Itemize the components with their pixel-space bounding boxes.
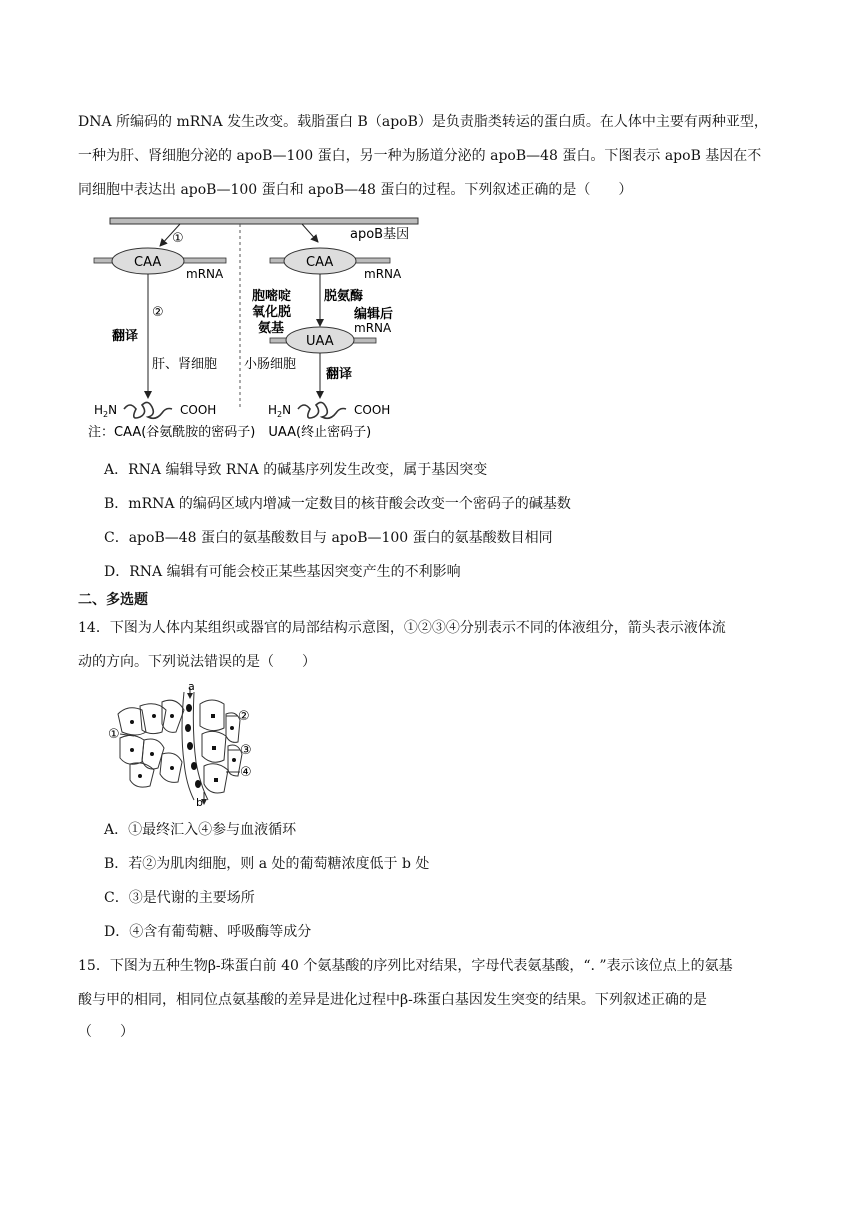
q13-option-b[interactable]: B．mRNA 的编码区域内增减一定数目的核苷酸会改变一个密码子的碱基数: [104, 496, 571, 512]
label-2: ②: [238, 709, 250, 724]
enzyme-left-2: 氧化脱: [252, 305, 292, 320]
apob-expression-diagram: [88, 212, 438, 444]
q13-stem-line-2: 一种为肝、肾细胞分泌的 apoB—100 蛋白，另一种为肠道分泌的 apoB—48 蛋白。下图表示 apoB 基因在不: [78, 148, 762, 164]
q13-option-a[interactable]: A．RNA 编辑导致 RNA 的碱基序列发生改变，属于基因突变: [104, 462, 488, 478]
left-protein-chain: [124, 402, 172, 418]
left-h2n: $H_2N$: [94, 403, 118, 419]
liver-kidney-label: 肝、肾细胞: [152, 357, 218, 372]
tissue-structure-diagram: [108, 680, 270, 809]
gene-label: apoB基因: [350, 227, 410, 242]
step-1-label: ①: [172, 231, 184, 246]
q15-stem-line-1: 15．下图为五种生物β-珠蛋白前 40 个氨基酸的序列比对结果，字母代表氨基酸，“. ”表示该位点上的氨基: [78, 958, 733, 974]
q13-stem-line-3: 同细胞中表达出 apoB—100 蛋白和 apoB—48 蛋白的过程。下列叙述正确的是（ ）: [78, 182, 633, 198]
right-translate-label: 翻译: [326, 367, 353, 382]
right-codon: CAA: [306, 255, 334, 270]
q14-stem-line-1: 14．下图为人体内某组织或器官的局部结构示意图，①②③④分别表示不同的体液组分，箭头表示液体流: [78, 620, 726, 636]
figure-note: 注：CAA(谷氨酰胺的密码子) UAA(终止密码子): [88, 425, 372, 440]
right-h2n: $H_2N$: [268, 403, 292, 419]
q14-option-c[interactable]: C．③是代谢的主要场所: [104, 890, 255, 906]
section-heading: 二、多选题: [78, 592, 148, 608]
gene-bar: [110, 218, 418, 224]
right-mrna-label: mRNA: [364, 267, 402, 281]
right-cooh: COOH: [354, 403, 391, 417]
left-cooh: COOH: [180, 403, 217, 417]
step-2-label: ②: [152, 305, 164, 320]
enzyme-left-1: 胞嘧啶: [252, 289, 292, 304]
edited-label-2: mRNA: [354, 321, 392, 335]
left-mrna-label: mRNA: [186, 267, 224, 281]
small-intestine-label: 小肠细胞: [244, 357, 297, 372]
q15-stem-line-2: 酸与甲的相同，相同位点氨基酸的差异是进化过程中β-珠蛋白基因发生突变的结果。下列叙述正确的是: [78, 992, 707, 1008]
q15-stem-line-3: （ ）: [78, 1024, 134, 1040]
enzyme-left-3: 氨基: [258, 321, 285, 336]
right-protein-chain: [298, 402, 346, 418]
label-b: b: [196, 796, 203, 809]
q13-stem-line-1: DNA 所编码的 mRNA 发生改变。载脂蛋白 B（apoB）是负责脂类转运的蛋白质。在人体中主要有两种亚型，: [78, 114, 768, 130]
label-3: ③: [240, 743, 252, 758]
label-4: ④: [240, 765, 252, 780]
q13-option-c[interactable]: C．apoB—48 蛋白的氨基酸数目与 apoB—100 蛋白的氨基酸数目相同: [104, 530, 553, 546]
q13-option-d[interactable]: D．RNA 编辑有可能会校正某些基因突变产生的不利影响: [104, 564, 461, 580]
label-1: ①: [108, 727, 120, 742]
enzyme-right: 脱氨酶: [324, 289, 364, 304]
q14-option-b[interactable]: B．若②为肌肉细胞，则 a 处的葡萄糖浓度低于 b 处: [104, 856, 430, 872]
q14-option-a[interactable]: A．①最终汇入④参与血液循环: [104, 822, 297, 838]
edited-codon: UAA: [306, 334, 334, 349]
left-translate-label: 翻译: [112, 329, 139, 344]
left-codon: CAA: [134, 255, 162, 270]
q14-option-d[interactable]: D．④含有葡萄糖、呼吸酶等成分: [104, 924, 312, 940]
q14-stem-line-2: 动的方向。下列说法错误的是（ ）: [78, 654, 316, 670]
label-a: a: [188, 680, 195, 693]
edited-label-1: 编辑后: [354, 307, 394, 322]
